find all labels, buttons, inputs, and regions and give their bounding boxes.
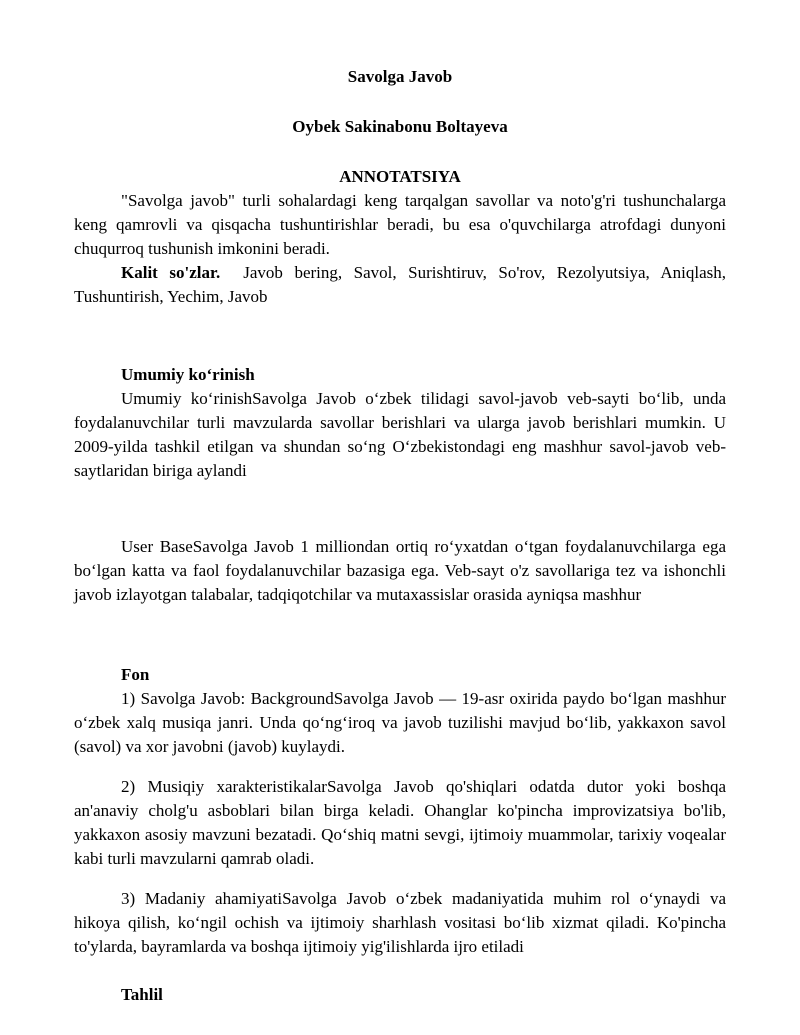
overview-paragraph: Umumiy ko‘rinishSavolga Javob o‘zbek tilidagi savol-javob veb-sayti bo‘lib, unda foydalanuvchilar turli mavzularda savollar berishlari va ularga javob berishlari mumkin. U 2009-yilda tashkil etilgan va shundan so‘ng O‘zbekistondagi eng mashhur savol-javob veb-saytlaridan biriga aylandi [74, 389, 726, 480]
abstract-heading: ANNOTATSIYA [339, 167, 461, 186]
document-title: Savolga Javob [347, 67, 453, 86]
userbase-paragraph: User BaseSavolga Javob 1 milliondan ortiq ro‘yxatdan o‘tgan foydalanuvchilarga ega bo‘lgan katta va faol foydalanuvchilar bazasiga ega. Veb-sayt o'z savollariga tez va ishonchli javob izlayotgan talabalar, tadqiqotchilar va mutaxassislar orasida ayniqsa mashhur [74, 537, 726, 604]
analysis-heading: Tahlil [121, 985, 163, 1004]
overview-heading: Umumiy ko‘rinish [121, 365, 255, 384]
keywords-label: Kalit so'zlar. [121, 263, 221, 282]
author-name: Oybek Sakinabonu Boltayeva [292, 117, 508, 136]
background-heading: Fon [121, 665, 150, 684]
background-paragraph-3: 3) Madaniy ahamiyatiSavolga Javob o‘zbek madaniyatida muhim rol o‘ynaydi va hikoya qilish, ko‘ngil ochish va ijtimoiy sharhlash vositasi bo‘lib xizmat qiladi. Ko'pincha to'ylarda, bayramlarda va boshqa ijtimoiy yig'ilishlarda ijro etiladi [74, 889, 726, 956]
background-paragraph-1: 1) Savolga Javob: BackgroundSavolga Javob — 19-asr oxirida paydo bo‘lgan mashhur o‘zbek xalq musiqa janri. Unda qo‘ng‘iroq va javob tuzilishi mavjud bo‘lib, yakkaxon savol (savol) va xor javobni (javob) kuylaydi. [74, 689, 726, 756]
keywords-paragraph [74, 261, 726, 309]
keywords-list: Javob bering, Savol, Surishtiruv, So'rov, Rezolyutsiya, Aniqlash, Tushuntirish, Yechim, Javob [74, 263, 726, 306]
abstract-paragraph: "Savolga javob" turli sohalardagi keng tarqalgan savollar va noto'g'ri tushunchalarga keng qamrovli va qisqacha tushuntirishlar beradi, bu esa o'quvchilarga atrofdagi dunyoni chuqurroq tushunish imkonini beradi. [74, 191, 726, 258]
background-paragraph-2: 2) Musiqiy xarakteristikalarSavolga Javob qo'shiqlari odatda dutor yoki boshqa an'anaviy cholg'u asboblari bilan birga keladi. Ohanglar ko'pincha improvizatsiya bo'lib, yakkaxon asosiy mavzuni bezatadi. Qo‘shiq matni sevgi, ijtimoiy muammolar, tarixiy voqealar kabi turli mavzularni qamrab oladi. [74, 777, 726, 868]
